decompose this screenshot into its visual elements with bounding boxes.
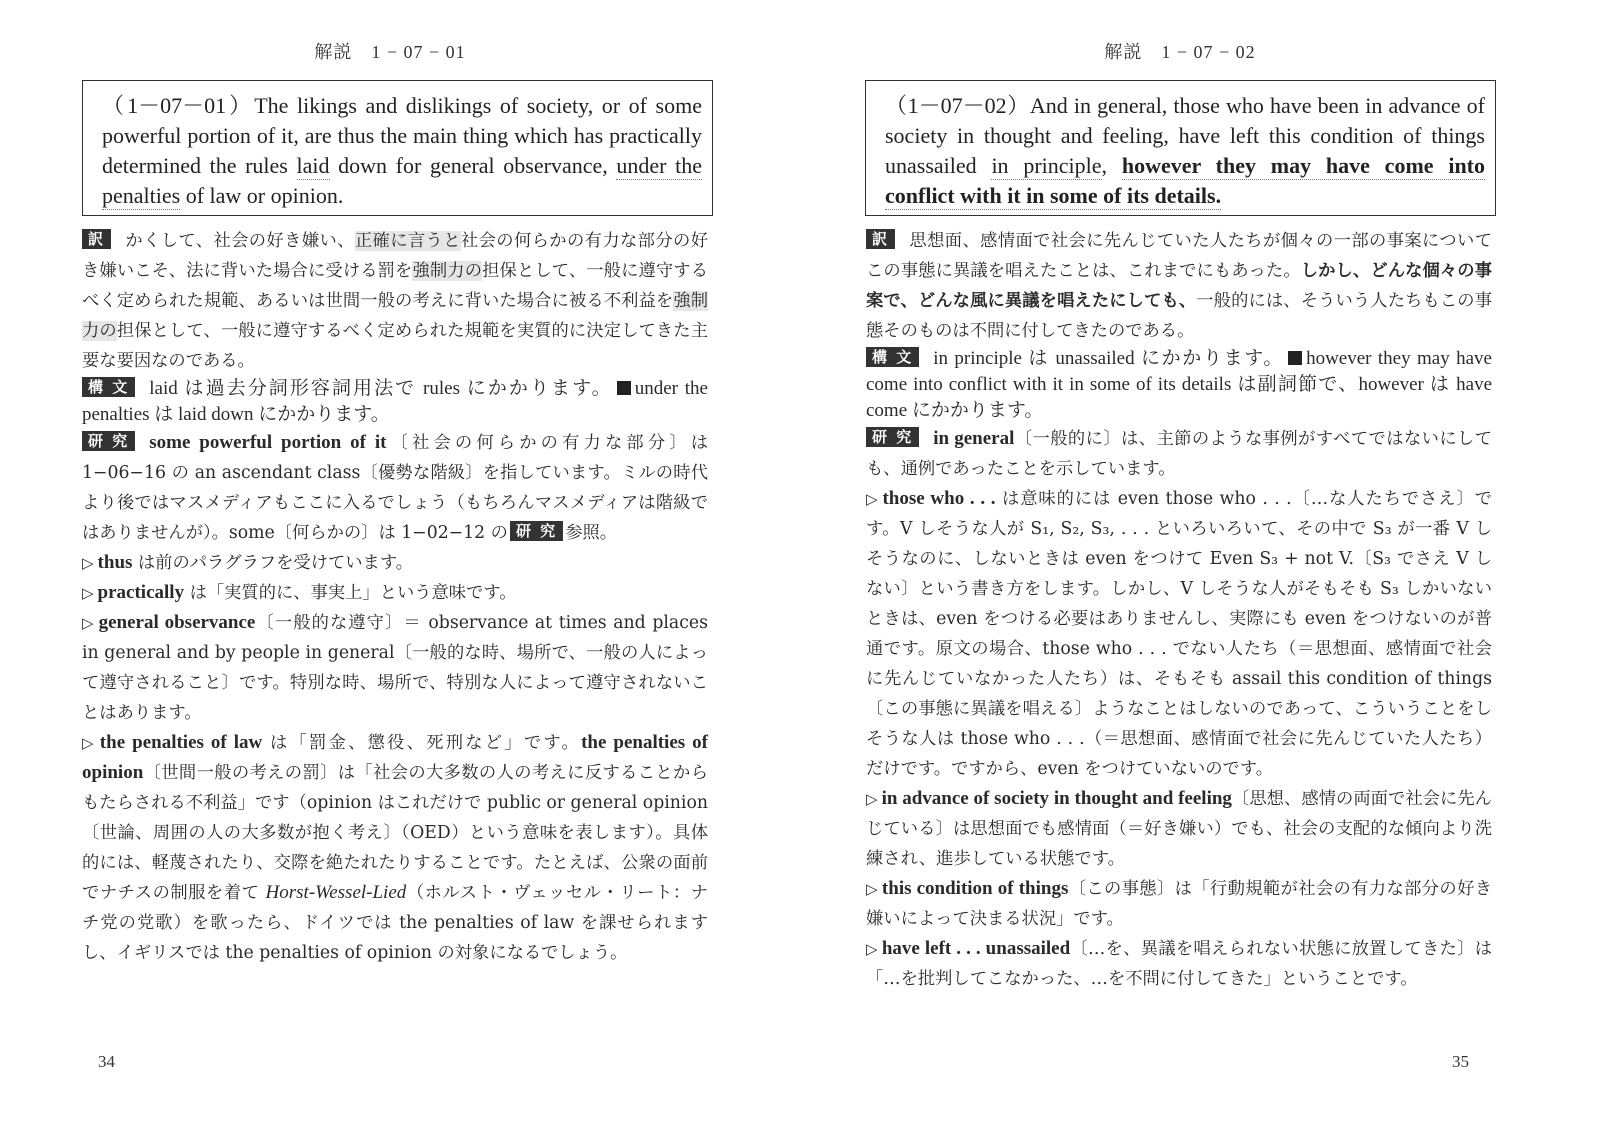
structure-section bbox=[866, 346, 1492, 424]
term-bold: this condition of things bbox=[881, 878, 1069, 899]
note-text: は「罰金、懲役、死刑など」です。 bbox=[262, 733, 582, 753]
structure-text: under the penalties は laid down にかかります。 bbox=[82, 378, 708, 425]
passage-text: （1－07－02）And in general, those who have been in advance of society in thought and feeling, have left this condition of things unassailed bbox=[885, 93, 1485, 178]
note-item bbox=[866, 874, 1492, 934]
note-text: 〔思想、感情の両面で社会に先んじている〕は思想面でも感情面（＝好き嫌い）でも、社会の支配的な傾向より洗練され、進歩している状態です。 bbox=[866, 789, 1492, 869]
research-text: 〔一般的に〕は、主節のような事例がすべてではないにしても、通例であったことを示しています。 bbox=[866, 429, 1493, 479]
translation-label: 訳 bbox=[82, 229, 111, 249]
term-bold: practically bbox=[97, 582, 185, 603]
note-item bbox=[82, 548, 708, 578]
term-bold: in general bbox=[933, 428, 1015, 449]
triangle-bullet-icon: ▷ bbox=[82, 554, 94, 572]
passage-text: , bbox=[1101, 153, 1122, 178]
passage-underlined: under the penalties bbox=[102, 153, 702, 208]
note-item bbox=[866, 934, 1492, 994]
italic-title: Horst-Wessel-Lied bbox=[265, 882, 407, 903]
passage-text: （1－07－01）The likings and dislikings of society, or of some powerful portion of it, are thus the main thing which has practically determined the rules bbox=[102, 93, 702, 178]
translation-section bbox=[866, 226, 1492, 346]
triangle-bullet-icon: ▷ bbox=[866, 880, 878, 898]
translation-bold: しかし、どんな個々の事案で、どんな風に異議を唱えたにしても、 bbox=[866, 261, 1492, 311]
note-item bbox=[866, 484, 1492, 784]
commentary bbox=[866, 226, 1492, 994]
note-text: は前のパラグラフを受けています。 bbox=[132, 553, 414, 573]
passage-box bbox=[82, 80, 713, 216]
research-label: 研 究 bbox=[866, 427, 919, 447]
note-item bbox=[866, 784, 1492, 874]
highlighted-text: 正確に言うと bbox=[354, 231, 461, 251]
passage-box bbox=[865, 80, 1496, 216]
note-text: は意味的には even those who . . .〔…な人たちでさえ〕です。V しそうな人が S₁, S₂, S₃, . . . といろいろいて、その中で S₃ が一番 V しそうなのに、しないときは even をつけて Even S₃ + not V.〔S₃ でさえ V しない〕という書き方をします。しかし、V しそうな人がそもそも S₃ しかいないときは、even をつける必要はありませんし、実際にも even をつけないのが普通です。原文の場合、those who . . . でない人たち（＝思想面、感情面で社会に先んじていなかった人たち）は、そもそも assail this condition of things〔この事態に異議を唱える〕ようなことはしないのであって、こういうことをしそうな人は those who . . .（＝思想面、感情面で社会に先んじていた人たち）だけです。ですから、even をつけていないのです。 bbox=[866, 489, 1492, 779]
translation-text: 社会の何らかの有力な部分の好き嫌いこそ、法に背いた場合に受ける罰を bbox=[82, 231, 708, 281]
translation-text: かくして、社会の好き嫌い、 bbox=[125, 231, 355, 251]
triangle-bullet-icon: ▷ bbox=[82, 584, 94, 602]
research-label: 研 究 bbox=[82, 431, 135, 451]
square-bullet-icon bbox=[1288, 351, 1302, 365]
structure-label: 構 文 bbox=[866, 347, 919, 367]
note-text: 〔…を、異議を唱えられない状態に放置してきた〕は「…を批判してこなかった、…を不問に付してきた」ということです。 bbox=[866, 939, 1492, 989]
structure-text: in principle は unassailed にかかります。 bbox=[933, 348, 1285, 369]
triangle-bullet-icon: ▷ bbox=[82, 734, 96, 752]
translation-section bbox=[82, 226, 708, 376]
page-number: 35 bbox=[1452, 1052, 1469, 1071]
term-bold: the penalties of opinion bbox=[82, 732, 708, 783]
note-item bbox=[82, 728, 708, 968]
research-section bbox=[866, 424, 1492, 484]
term-bold: those who . . . bbox=[882, 488, 996, 509]
note-item bbox=[82, 578, 708, 608]
note-text: （ホルスト・ヴェッセル・リート：ナチ党の党歌）を歌ったら、ドイツでは the penalties of law を課せられますし、イギリスでは the penalties of opinion の対象になるでしょう。 bbox=[82, 883, 708, 963]
term-bold: have left . . . unassailed bbox=[881, 938, 1071, 959]
term-bold: some powerful portion of it bbox=[149, 432, 387, 453]
note-text: は「実質的に、事実上」という意味です。 bbox=[184, 583, 517, 603]
note-text: 〔世間一般の考えの罰〕は「社会の大多数の人の考えに反することからもたらされる不利益」です（opinion はこれだけで public or general opinion〔世論、周囲の人の大多数が抱く考え〕（OED）という意味を表します）。具体的には、軽蔑されたり、交際を絶たれたりすることです。たとえば、公衆の面前でナチスの制服を着て bbox=[82, 763, 708, 903]
term-bold: thus bbox=[97, 552, 133, 573]
highlighted-text: 強制力の bbox=[412, 261, 483, 281]
passage-text: down for general observance, bbox=[329, 153, 617, 178]
passage-underlined: in principle bbox=[991, 153, 1102, 178]
passage-text: of law or opinion. bbox=[180, 183, 344, 208]
passage-bold-underlined: however they may have come into conflict with it in some of its details. bbox=[885, 153, 1485, 208]
page-header: 解説 1 − 07 − 01 bbox=[314, 42, 466, 62]
structure-text: laid は過去分詞形容詞用法で rules にかかります。 bbox=[149, 378, 613, 399]
square-bullet-icon bbox=[617, 381, 631, 395]
triangle-bullet-icon: ▷ bbox=[82, 614, 95, 632]
right-page bbox=[800, 0, 1600, 1137]
translation-text: 担保として、一般に遵守するべく定められた規範、あるいは世間一般の考えに背いた場合に被る不利益を bbox=[82, 261, 708, 311]
term-bold: in advance of society in thought and feeling bbox=[881, 788, 1232, 809]
triangle-bullet-icon: ▷ bbox=[866, 490, 879, 508]
highlighted-text: 強制力の bbox=[82, 291, 708, 341]
passage-underlined: laid bbox=[296, 153, 330, 178]
research-text: 〔社会の何らかの有力な部分〕は 1−06−16 の an ascendant class〔優勢な階級〕を指しています。ミルの時代より後ではマスメディアもここに入るでしょう（もちろんマスメディアは階級ではありませんが）。some〔何らかの〕は 1−02−12 の bbox=[82, 433, 708, 543]
research-text: 参照。 bbox=[565, 523, 618, 543]
translation-label: 訳 bbox=[866, 229, 895, 249]
triangle-bullet-icon: ▷ bbox=[866, 790, 878, 808]
research-section bbox=[82, 428, 708, 548]
note-text: 〔この事態〕は「行動規範が社会の有力な部分の好き嫌いによって決まる状況」です。 bbox=[866, 879, 1493, 929]
structure-section bbox=[82, 376, 708, 428]
page-header: 解説 1 − 07 − 02 bbox=[1104, 42, 1256, 62]
translation-text: 思想面、感情面で社会に先んじていた人たちが個々の一部の事案についてこの事態に異議を唱えたことは、これまでにもあった。 bbox=[866, 231, 1492, 281]
structure-label: 構 文 bbox=[82, 377, 135, 397]
term-bold: general observance bbox=[98, 612, 256, 633]
term-bold: the penalties of law bbox=[99, 732, 263, 753]
structure-text: however they may have come into conflict with it in some of its details は副詞節で、however は have come にかかります。 bbox=[866, 348, 1492, 421]
note-text: 〔一般的な遵守〕＝ observance at times and places in general and by people in general〔一般的な時、場所で、一般の人によって遵守されること〕です。特別な時、場所で、特別な人によって遵守されないことはあります。 bbox=[82, 613, 708, 723]
research-label-inline: 研 究 bbox=[510, 521, 563, 541]
translation-text: 一般的には、そういう人たちもこの事態そのものは不問に付してきたのである。 bbox=[866, 291, 1492, 341]
page-number: 34 bbox=[98, 1052, 115, 1071]
translation-text: 担保として、一般に遵守するべく定められた規範を実質的に決定してきた主要な要因なのである。 bbox=[82, 321, 708, 371]
commentary bbox=[82, 226, 708, 968]
triangle-bullet-icon: ▷ bbox=[866, 940, 878, 958]
note-item bbox=[82, 608, 708, 728]
